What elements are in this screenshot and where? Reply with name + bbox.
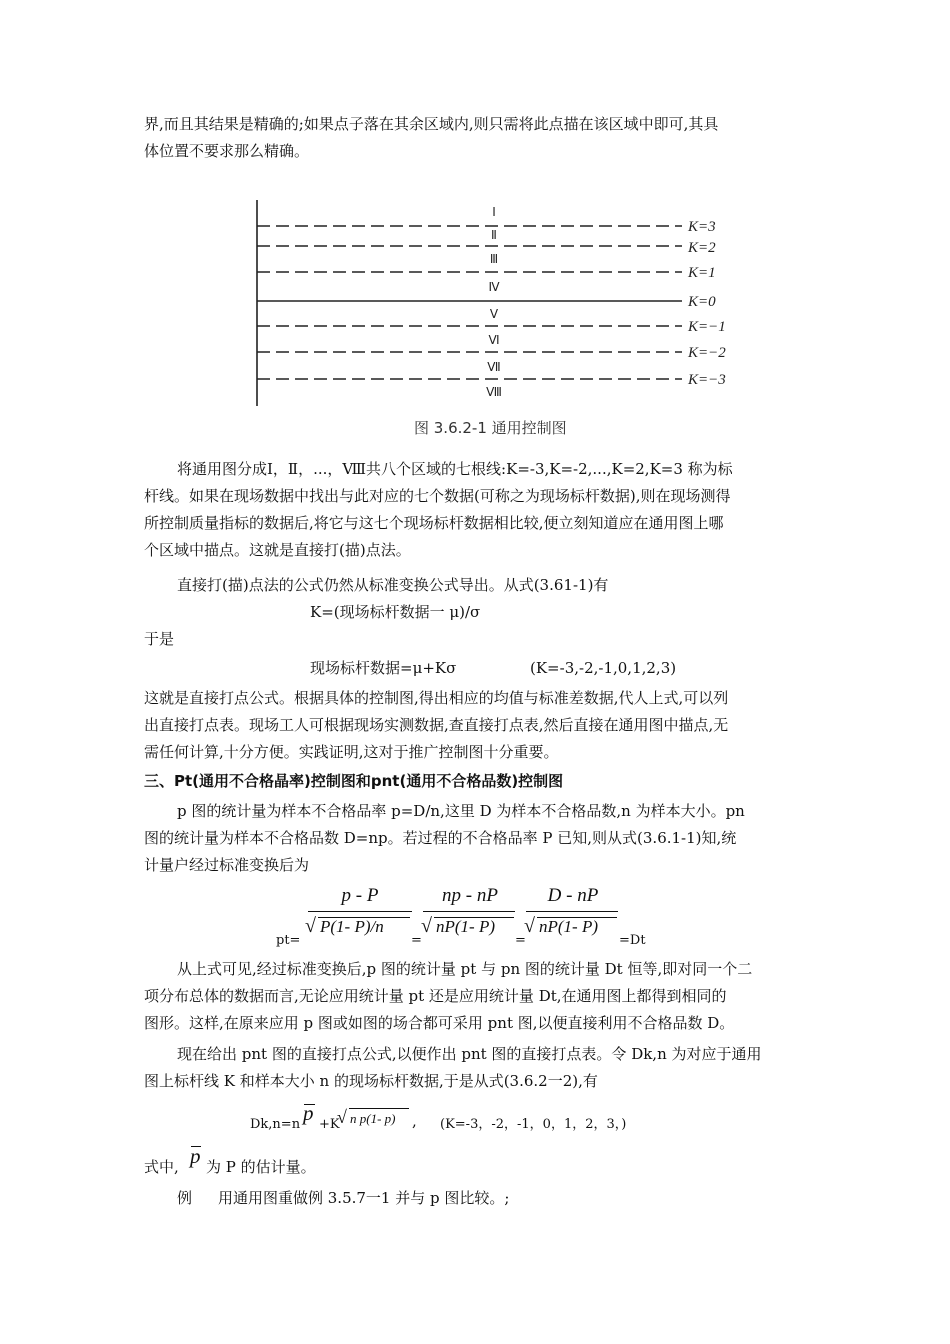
text-line: 所控制质量指标的数据后,将它与这七个现场标杆数据相比较,便立刻知道应在通用图上哪 xyxy=(144,514,724,532)
example-label: 例 xyxy=(177,1189,193,1207)
fraction-bar xyxy=(308,911,412,912)
p-bar: p xyxy=(190,1144,201,1168)
general-control-chart-figure xyxy=(252,196,772,446)
text-line: 出直接打点表。现场工人可根据现场实测数据,查直接打点表,然后直接在通用图中描点,无 xyxy=(144,716,729,734)
text-line: 现在给出 pnt 图的直接打点公式,以便作出 pnt 图的直接打点表。令 Dk,n 为对应于通用 xyxy=(177,1045,762,1063)
formula-bench-range: (K=-3,-2,-1,0,1,2,3) xyxy=(530,659,677,677)
text-line: p 图的统计量为样本不合格品率 p=D/n,这里 D 为样本不合格品数,n 为样本大小。pn xyxy=(177,802,745,820)
sqrt-sign: √ xyxy=(524,915,535,937)
text-line: 杆线。如果在现场数据中找出与此对应的七个数据(可称之为现场标杆数据),则在现场测得 xyxy=(144,487,731,505)
text-line: 计量户经过标准变换后为 xyxy=(144,856,310,874)
formula-plus-k: +K xyxy=(319,1117,340,1132)
formula-bench: 现场标杆数据=μ+Kσ xyxy=(310,659,457,677)
text-line: 个区域中描点。这就是直接打(描)点法。 xyxy=(144,541,411,559)
region-label: Ⅶ xyxy=(487,360,501,374)
formula-lhs: pt= xyxy=(276,933,301,948)
text-line: 从上式可见,经过标准变换后,p 图的统计量 pt 与 pn 图的统计量 Dt 恒等,即对同一个二 xyxy=(177,960,753,978)
fraction-denominator: nP(1- P) xyxy=(539,917,599,936)
region-label: Ⅰ xyxy=(492,205,496,219)
formula-equals: = xyxy=(515,933,526,948)
region-label: Ⅴ xyxy=(489,307,499,321)
region-label: Ⅵ xyxy=(488,333,500,347)
text-line: 界,而且其结果是精确的;如果点子落在其余区域内,则只需将此点描在该区域中即可,其具 xyxy=(144,115,719,133)
sqrt-inner: n p(1- p) xyxy=(350,1111,396,1126)
fraction-numerator: D - nP xyxy=(547,885,599,906)
k-label: K=1 xyxy=(688,265,716,281)
formula-k: K=(现场标杆数据一 μ)/σ xyxy=(310,603,481,621)
text-line: 需任何计算,十分方便。实践证明,这对于推广控制图十分重要。 xyxy=(144,743,559,761)
control-chart-svg xyxy=(252,196,772,446)
section-heading: 三、Pt(通用不合格晶率)控制图和pnt(通用不合格品数)控制图 xyxy=(144,772,564,790)
figure-caption: 图 3.6.2-1 通用控制图 xyxy=(414,419,567,437)
example-text: 用通用图重做例 3.5.7一1 并与 p 图比较。; xyxy=(218,1189,510,1207)
k-label: K=2 xyxy=(688,240,716,256)
fraction-bar xyxy=(423,911,515,912)
text-line: 将通用图分成Ⅰ，Ⅱ，...，Ⅷ共八个区域的七根线:K=-3,K=-2,...,K=2,K=3 称为标 xyxy=(177,460,733,478)
k-label: K=−1 xyxy=(688,319,726,335)
fraction-bar xyxy=(526,911,618,912)
text-line: 直接打(描)点法的公式仍然从标准变换公式导出。从式(3.61-1)有 xyxy=(177,576,609,594)
k-label: K=3 xyxy=(688,219,716,235)
text-line: 体位置不要求那么精确。 xyxy=(144,142,310,160)
sqrt-sign: √ xyxy=(337,1107,347,1127)
text-line: 项分布总体的数据而言,无论应用统计量 pt 还是应用统计量 Dt,在通用图上都得到相同的 xyxy=(144,987,727,1005)
formula-lhs: Dk,n=n xyxy=(250,1117,301,1132)
fraction-numerator: p - P xyxy=(341,885,379,906)
text-line: 图形。这样,在原来应用 p 图或如图的场合都可采用 pnt 图,以便直接利用不合格品数 D。 xyxy=(144,1014,735,1032)
text-line: 这就是直接打点公式。根据具体的控制图,得出相应的均值与标准差数据,代人上式,可以列 xyxy=(144,689,729,707)
sqrt-sign: √ xyxy=(421,915,432,937)
fraction-denominator: nP(1- P) xyxy=(436,917,496,936)
p-bar: p xyxy=(303,1101,314,1125)
text-line: 式中, xyxy=(144,1158,179,1176)
text-line: 为 P 的估计量。 xyxy=(206,1158,316,1176)
formula-rhs: =Dt xyxy=(619,933,646,948)
k-label: K=0 xyxy=(688,294,716,310)
text-line: 于是 xyxy=(144,630,175,648)
sqrt-sign: √ xyxy=(305,915,316,937)
formula-comma: , xyxy=(412,1112,417,1130)
formula-equals: = xyxy=(411,933,422,948)
text-line: 图的统计量为样本不合格品数 D=np。若过程的不合格品率 P 已知,则从式(3.6.1-1)知,统 xyxy=(144,829,737,847)
formula-range: (K=-3，-2，-1，0，1，2，3，) xyxy=(440,1117,627,1132)
region-label: Ⅱ xyxy=(491,228,497,242)
k-label: K=−3 xyxy=(688,372,726,388)
region-label: Ⅳ xyxy=(488,280,500,294)
fraction-numerator: np - nP xyxy=(442,885,498,906)
k-label: K=−2 xyxy=(688,345,726,361)
region-label: Ⅷ xyxy=(486,385,502,399)
fraction-denominator: P(1- P)/n xyxy=(320,917,384,936)
region-label: Ⅲ xyxy=(489,252,499,266)
text-line: 图上标杆线 K 和样本大小 n 的现场标杆数据,于是从式(3.6.2一2),有 xyxy=(144,1072,598,1090)
